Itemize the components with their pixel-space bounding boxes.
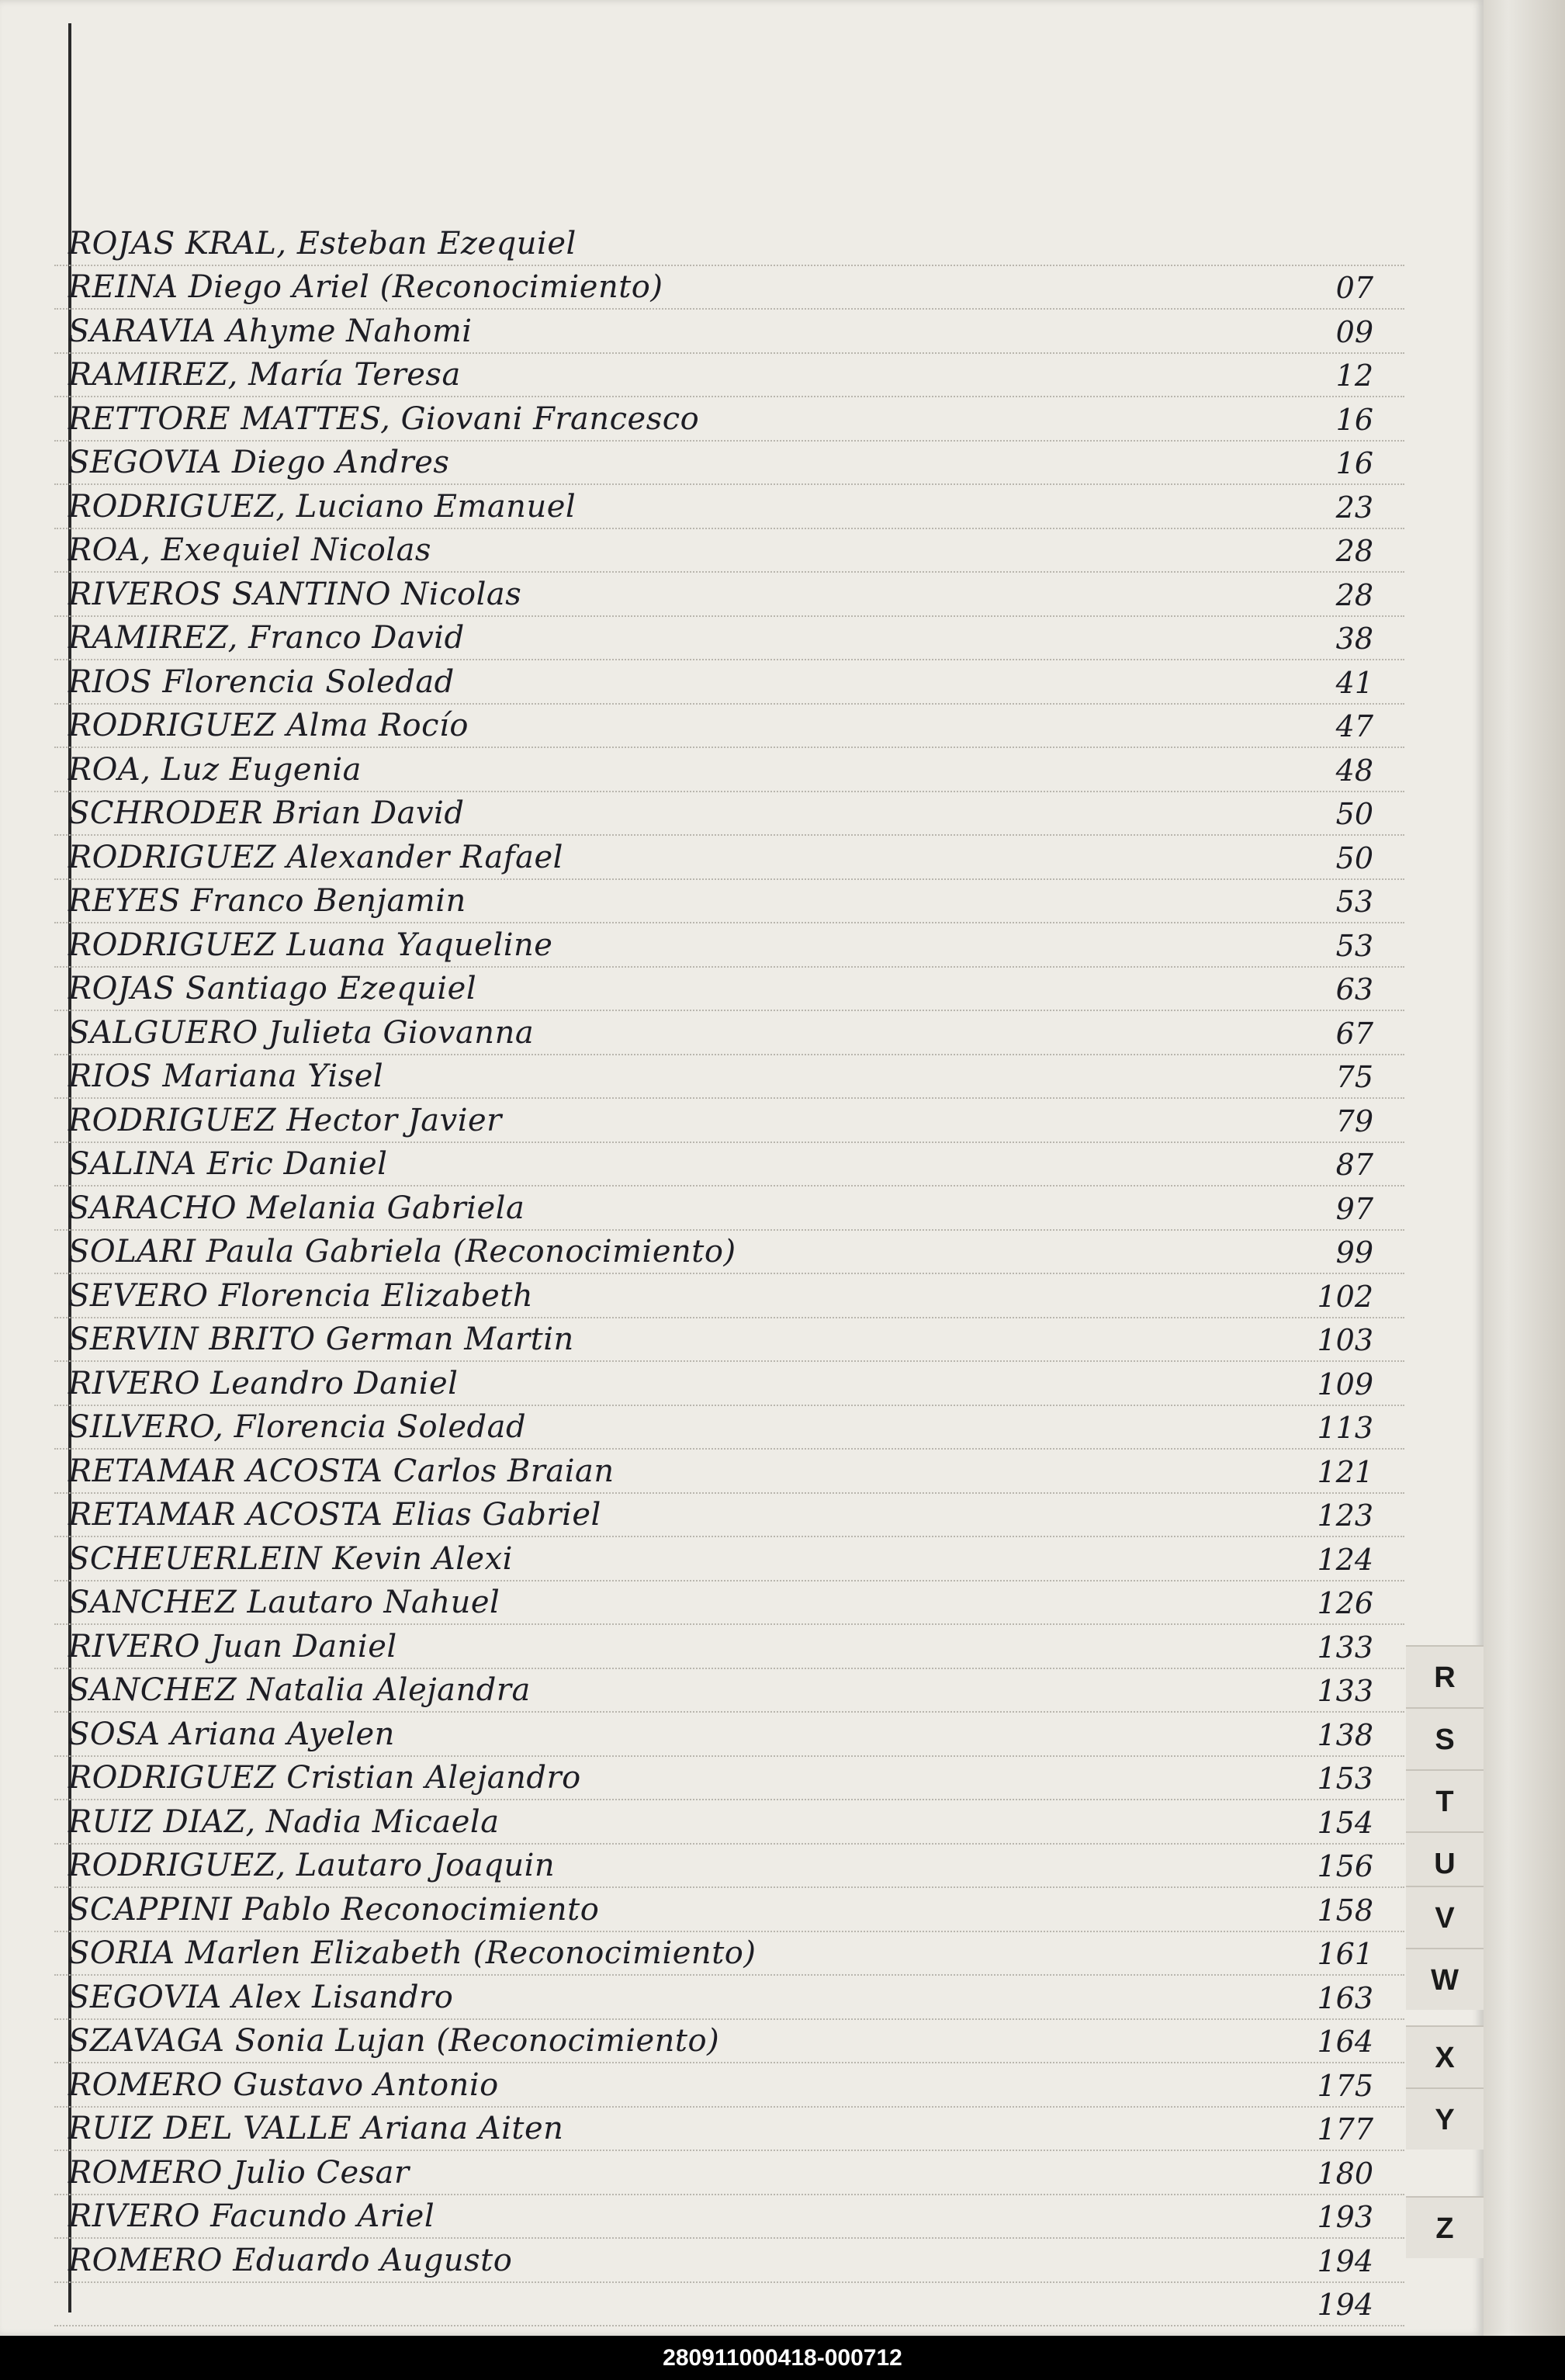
list-item bbox=[54, 310, 1404, 354]
entry-page-number: 121 bbox=[1317, 1454, 1373, 1489]
entry-name: RODRIGUEZ, Luciano Emanuel bbox=[68, 488, 576, 525]
entry-name: SEGOVIA Alex Lisandro bbox=[68, 1979, 454, 2015]
list-item bbox=[54, 1669, 1404, 1713]
entry-page-number: 48 bbox=[1335, 753, 1373, 788]
list-item bbox=[54, 1362, 1404, 1406]
entry-name: SARAVIA Ahyme Nahomi bbox=[68, 313, 473, 349]
list-item bbox=[54, 529, 1404, 573]
entry-name: SANCHEZ Lautaro Nahuel bbox=[68, 1585, 500, 1620]
tab-r[interactable]: R bbox=[1406, 1645, 1484, 1707]
entry-page-number: 09 bbox=[1335, 314, 1373, 349]
list-item bbox=[54, 1581, 1404, 1626]
entry-page-number: 194 bbox=[1317, 2288, 1373, 2322]
entry-name: RIOS Mariana Yisel bbox=[68, 1058, 384, 1094]
list-item bbox=[54, 573, 1404, 617]
entry-page-number: 63 bbox=[1335, 972, 1373, 1006]
entry-page-number: 161 bbox=[1317, 1937, 1373, 1971]
document-id: 280911000418-000712 bbox=[663, 2345, 902, 2371]
entry-name: ROMERO Eduardo Augusto bbox=[68, 2242, 513, 2278]
list-item bbox=[54, 1274, 1404, 1318]
list-item bbox=[54, 1231, 1404, 1275]
entry-name: RIVERO Facundo Ariel bbox=[68, 2198, 435, 2234]
entry-name: SERVIN BRITO German Martin bbox=[68, 1322, 574, 1357]
list-item bbox=[54, 2239, 1404, 2283]
entry-name: SILVERO, Florencia Soledad bbox=[68, 1409, 527, 1445]
entry-page-number: 154 bbox=[1317, 1805, 1373, 1840]
list-item bbox=[54, 1187, 1404, 1231]
entry-name: RAMIREZ, Franco David bbox=[68, 620, 465, 656]
entry-page-number: 38 bbox=[1335, 622, 1373, 656]
entry-page-number: 07 bbox=[1335, 271, 1373, 305]
list-item bbox=[54, 485, 1404, 529]
tab-t[interactable]: T bbox=[1406, 1769, 1484, 1831]
entry-list bbox=[54, 222, 1404, 2326]
tab-x[interactable]: X bbox=[1406, 2025, 1484, 2087]
entry-name: SCAPPINI Pablo Reconocimiento bbox=[68, 1891, 600, 1928]
list-item bbox=[54, 2063, 1404, 2108]
entry-name: SOSA Ariana Ayelen bbox=[68, 1716, 395, 1752]
list-item bbox=[54, 1713, 1404, 1757]
list-item bbox=[54, 705, 1404, 749]
entry-name: RODRIGUEZ Luana Yaqueline bbox=[68, 927, 553, 963]
entry-page-number: 124 bbox=[1317, 1542, 1373, 1577]
entry-name: RODRIGUEZ, Lautaro Joaquin bbox=[68, 1848, 556, 1883]
list-item bbox=[54, 2151, 1404, 2195]
entry-name: RIVEROS SANTINO Nicolas bbox=[68, 576, 522, 612]
entry-name: REINA Diego Ariel (Reconocimiento) bbox=[68, 269, 663, 305]
entry-page-number: 28 bbox=[1335, 577, 1373, 612]
list-item bbox=[54, 836, 1404, 880]
list-item bbox=[54, 617, 1404, 661]
list-item bbox=[54, 880, 1404, 924]
entry-name: RETAMAR ACOSTA Elias Gabriel bbox=[68, 1497, 601, 1533]
entry-page-number: 113 bbox=[1317, 1411, 1373, 1445]
entry-page-number: 164 bbox=[1317, 2025, 1373, 2059]
entry-name: SOLARI Paula Gabriela (Reconocimiento) bbox=[68, 1234, 736, 1270]
list-item bbox=[54, 2108, 1404, 2152]
entry-page-number: 23 bbox=[1335, 490, 1373, 525]
entry-page-number: 109 bbox=[1317, 1367, 1373, 1401]
entry-name: SCHRODER Brian David bbox=[68, 795, 465, 831]
index-tabs bbox=[1406, 1622, 1484, 2312]
entry-page-number: 28 bbox=[1335, 534, 1373, 568]
entry-name: RIVERO Juan Daniel bbox=[68, 1628, 397, 1665]
list-item bbox=[54, 397, 1404, 442]
entry-name: ROJAS Santiago Ezequiel bbox=[68, 971, 477, 1006]
list-item bbox=[54, 222, 1404, 266]
entry-page-number: 180 bbox=[1317, 2156, 1373, 2191]
entry-page-number: 16 bbox=[1335, 446, 1373, 480]
list-item bbox=[54, 2195, 1404, 2240]
entry-page-number: 53 bbox=[1335, 885, 1373, 919]
entry-name: SZAVAGA Sonia Lujan (Reconocimiento) bbox=[68, 2023, 720, 2059]
list-item bbox=[54, 1625, 1404, 1669]
list-item bbox=[54, 2020, 1404, 2064]
list-item bbox=[54, 1888, 1404, 1932]
list-item bbox=[54, 660, 1404, 705]
entry-page-number: 99 bbox=[1335, 1235, 1373, 1270]
entry-page-number: 194 bbox=[1317, 2243, 1373, 2278]
entry-page-number: 53 bbox=[1335, 928, 1373, 963]
list-item bbox=[54, 1143, 1404, 1187]
list-item bbox=[54, 1011, 1404, 1055]
list-item bbox=[54, 968, 1404, 1012]
list-item bbox=[54, 1757, 1404, 1801]
entry-page-number: 87 bbox=[1335, 1148, 1373, 1182]
list-item bbox=[54, 792, 1404, 837]
entry-page-number: 103 bbox=[1317, 1323, 1373, 1357]
entry-name: SARACHO Melania Gabriela bbox=[68, 1190, 525, 1226]
list-item bbox=[54, 748, 1404, 792]
entry-name: SANCHEZ Natalia Alejandra bbox=[68, 1672, 531, 1708]
entry-name: ROMERO Gustavo Antonio bbox=[68, 2066, 499, 2103]
entry-name: RODRIGUEZ Hector Javier bbox=[68, 1102, 502, 1138]
entry-name: SORIA Marlen Elizabeth (Reconocimiento) bbox=[68, 1935, 757, 1971]
entry-page-number: 153 bbox=[1317, 1762, 1373, 1796]
entry-name: RETTORE MATTES, Giovani Francesco bbox=[68, 400, 700, 437]
entry-name: RETAMAR ACOSTA Carlos Braian bbox=[68, 1453, 615, 1489]
entry-name: ROMERO Julio Cesar bbox=[68, 2154, 410, 2191]
entry-page-number: 133 bbox=[1317, 1674, 1373, 1708]
page-edge bbox=[1484, 0, 1565, 2336]
entry-name: SALINA Eric Daniel bbox=[68, 1146, 388, 1182]
entry-name: SCHEUERLEIN Kevin Alexi bbox=[68, 1540, 513, 1577]
entry-name: ROJAS KRAL, Esteban Ezequiel bbox=[68, 225, 576, 262]
entry-page-number: 50 bbox=[1335, 797, 1373, 831]
entry-name: REYES Franco Benjamin bbox=[68, 883, 466, 919]
entry-name: RUIZ DIAZ, Nadia Micaela bbox=[68, 1803, 500, 1840]
entry-page-number: 75 bbox=[1335, 1060, 1373, 1094]
entry-page-number: 177 bbox=[1317, 2112, 1373, 2146]
list-item bbox=[54, 1099, 1404, 1143]
entry-page-number: 102 bbox=[1317, 1279, 1373, 1314]
entry-page-number: 123 bbox=[1317, 1498, 1373, 1533]
entry-page-number: 47 bbox=[1335, 709, 1373, 743]
tab-z[interactable]: Z bbox=[1406, 2196, 1484, 2258]
tab-s[interactable]: S bbox=[1406, 1707, 1484, 1769]
list-item bbox=[54, 1055, 1404, 1100]
tab-v[interactable]: V bbox=[1406, 1886, 1484, 1948]
list-item bbox=[54, 1318, 1404, 1363]
entry-page-number: 175 bbox=[1317, 2068, 1373, 2103]
entry-page-number: 193 bbox=[1317, 2200, 1373, 2234]
entry-name: ROA, Luz Eugenia bbox=[68, 751, 362, 788]
list-item bbox=[54, 1845, 1404, 1889]
entry-name: SALGUERO Julieta Giovanna bbox=[68, 1014, 535, 1051]
list-item bbox=[54, 1800, 1404, 1845]
entry-page-number: 12 bbox=[1335, 359, 1373, 393]
entry-page-number: 158 bbox=[1317, 1893, 1373, 1928]
entry-name: RIVERO Leandro Daniel bbox=[68, 1365, 459, 1401]
list-item bbox=[54, 266, 1404, 310]
tab-w[interactable]: W bbox=[1406, 1948, 1484, 2010]
list-item bbox=[54, 1494, 1404, 1538]
list-item bbox=[54, 442, 1404, 486]
entry-page-number: 138 bbox=[1317, 1717, 1373, 1752]
entry-page-number: 133 bbox=[1317, 1630, 1373, 1665]
entry-name: RUIZ DEL VALLE Ariana Aiten bbox=[68, 2111, 564, 2146]
entry-name: ROA, Exequiel Nicolas bbox=[68, 532, 431, 568]
entry-page-number: 41 bbox=[1335, 665, 1373, 700]
entry-page-number: 97 bbox=[1335, 1191, 1373, 1226]
list-item bbox=[54, 1406, 1404, 1450]
entry-name: SEGOVIA Diego Andres bbox=[68, 445, 450, 480]
tab-y[interactable]: Y bbox=[1406, 2087, 1484, 2150]
entry-page-number: 79 bbox=[1335, 1103, 1373, 1138]
list-item bbox=[54, 1537, 1404, 1581]
entry-name: RODRIGUEZ Alma Rocío bbox=[68, 708, 469, 743]
footer-bar bbox=[0, 2336, 1565, 2380]
entry-page-number: 156 bbox=[1317, 1849, 1373, 1883]
entry-page-number: 163 bbox=[1317, 1980, 1373, 2015]
list-item bbox=[54, 2283, 1404, 2327]
entry-page-number: 16 bbox=[1335, 402, 1373, 437]
entry-page-number: 50 bbox=[1335, 840, 1373, 875]
entry-name: RIOS Florencia Soledad bbox=[68, 663, 455, 700]
entry-name: RAMIREZ, María Teresa bbox=[68, 357, 461, 393]
list-item bbox=[54, 1932, 1404, 1976]
entry-name: RODRIGUEZ Alexander Rafael bbox=[68, 839, 563, 875]
entry-name: SEVERO Florencia Elizabeth bbox=[68, 1277, 534, 1314]
entry-page-number: 67 bbox=[1335, 1016, 1373, 1051]
list-item bbox=[54, 354, 1404, 398]
list-item bbox=[54, 1976, 1404, 2020]
entry-page-number: 126 bbox=[1317, 1586, 1373, 1620]
tab-u[interactable]: U bbox=[1406, 1831, 1484, 1893]
entry-name: RODRIGUEZ Cristian Alejandro bbox=[68, 1760, 581, 1796]
list-item bbox=[54, 1450, 1404, 1494]
list-item bbox=[54, 923, 1404, 968]
